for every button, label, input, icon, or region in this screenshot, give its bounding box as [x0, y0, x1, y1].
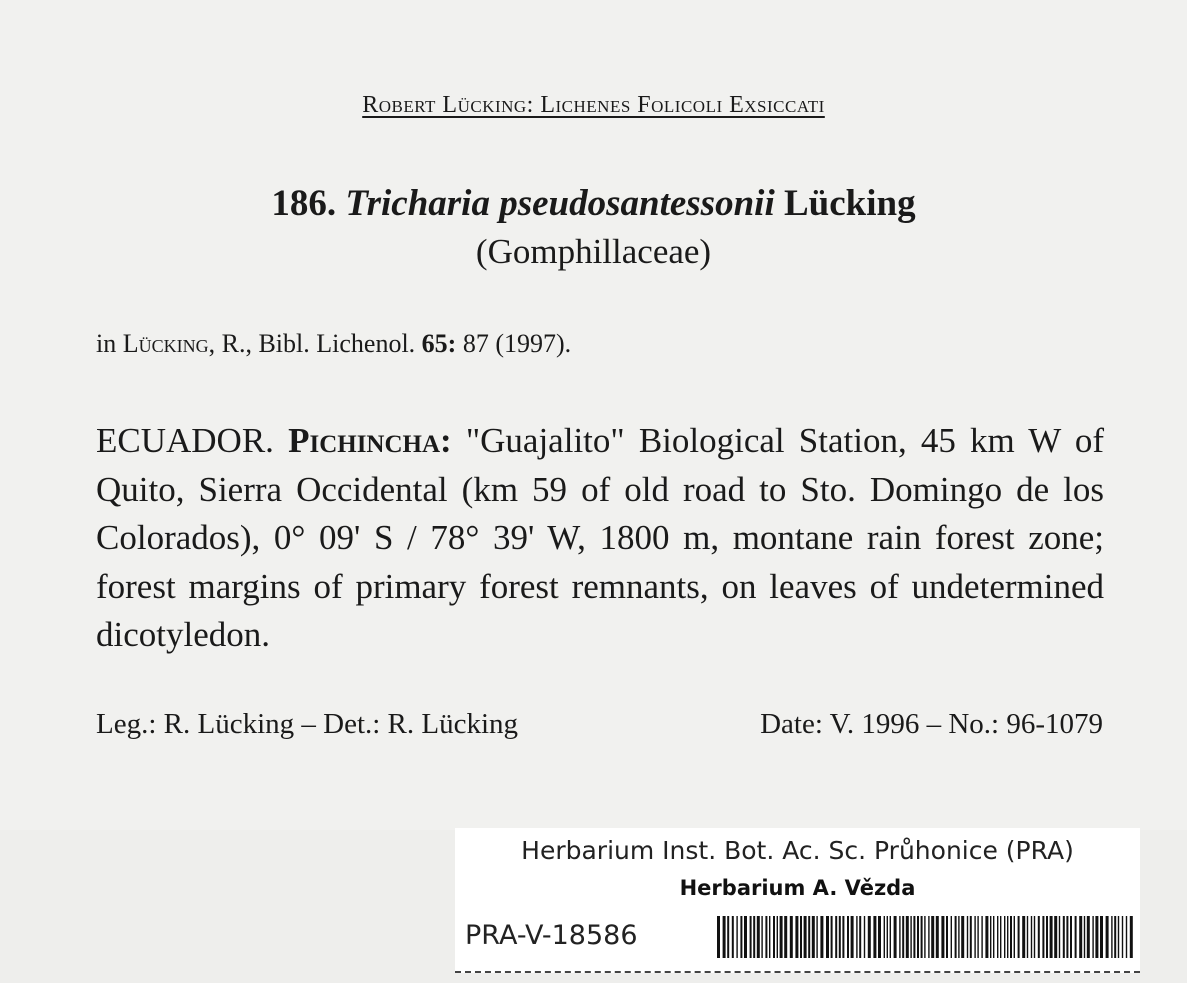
taxon-author: Lücking — [783, 183, 916, 224]
exsiccate-number: 186. — [271, 183, 337, 224]
date-number: Date: V. 1996 – No.: 96-1079 — [760, 708, 1103, 740]
locality-description — [96, 417, 1104, 660]
series-title: Robert Lücking: Lichenes Folicoli Exsiccati — [362, 92, 825, 118]
taxon-name: Tricharia pseudosantessonii — [345, 183, 775, 224]
taxon-title — [0, 182, 1187, 225]
locality-province: Pichincha: — [288, 421, 452, 460]
specimen-id: PRA-V-18586 — [465, 920, 638, 951]
ref-prefix: in — [96, 329, 117, 358]
herbarium-sticker — [455, 828, 1140, 973]
cut-line — [455, 971, 1140, 973]
barcode-icon — [717, 916, 1135, 958]
herbarium-collection: Herbarium A. Vězda — [679, 876, 916, 900]
ref-pages-year: 87 (1997). — [462, 329, 572, 358]
ref-author: Lücking — [122, 329, 209, 358]
collector-determiner: Leg.: R. Lücking – Det.: R. Lücking — [96, 708, 519, 740]
ref-initial: , R., — [208, 329, 252, 358]
locality-text: "Guajalito" Biological Station, 45 km W of Quito, Sierra Occidental (km 59 of old road to Sto. Domingo de los Colorados), 0° 09' S / 78° 39' W, 1800 m, montane rain forest zone; forest margins of primary forest remnants, on leaves of undetermined dicotyledon. — [96, 421, 1104, 654]
family-name: (Gomphillaceae) — [475, 232, 712, 271]
ref-volume: 65: — [421, 329, 457, 358]
locality-country: ECUADOR. — [96, 421, 274, 460]
literature-reference — [96, 329, 571, 359]
ref-journal: Bibl. Lichenol. — [258, 329, 416, 358]
herbarium-institution: Herbarium Inst. Bot. Ac. Sc. Průhonice (PRA) — [521, 836, 1074, 865]
